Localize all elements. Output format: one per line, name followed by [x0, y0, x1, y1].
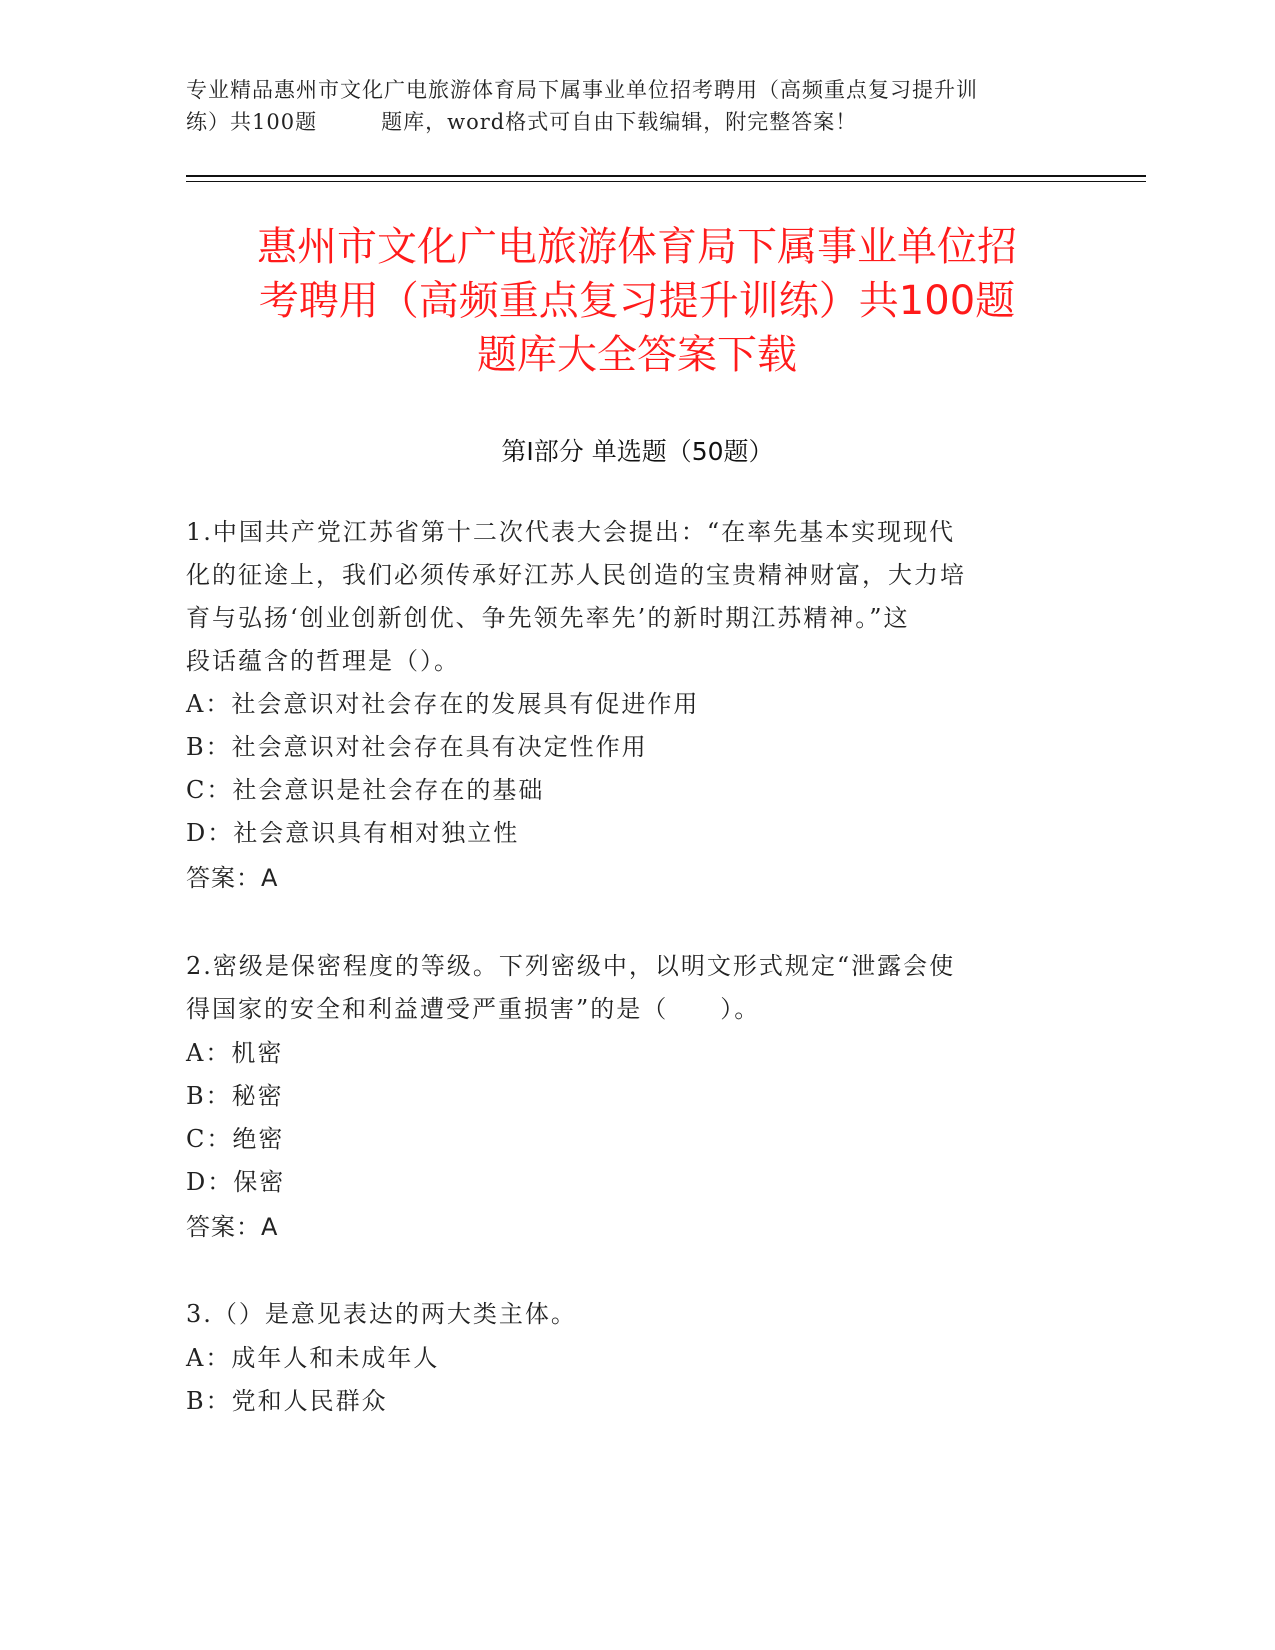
question-1-line-1: 1.中国共产党江苏省第十二次代表大会提出：“在率先基本实现现代	[186, 518, 956, 546]
header-rule-thin	[186, 181, 1146, 182]
question-1-line-3: 育与弘扬‘创业创新创优、争先领先率先’的新时期江苏精神。”这	[186, 604, 910, 632]
question-2-answer: 答案：A	[186, 1213, 279, 1241]
document-title	[160, 220, 1114, 382]
question-3-option-b: B：党和人民群众	[186, 1387, 388, 1415]
question-2-option-a: A：机密	[186, 1039, 284, 1067]
question-2-option-c: C：绝密	[186, 1125, 285, 1153]
title-line-2: 考聘用（高频重点复习提升训练）共100题	[258, 278, 1016, 324]
header-line-2-part-2: 题库，word格式可自由下载编辑，附完整答案！	[381, 110, 858, 134]
title-line-3: 题库大全答案下载	[477, 332, 797, 378]
question-1-option-d: D：社会意识具有相对独立性	[186, 819, 520, 847]
question-2-line-1: 2.密级是保密程度的等级。下列密级中，以明文形式规定“泄露会使	[186, 952, 956, 980]
question-3-option-a: A：成年人和未成年人	[186, 1344, 440, 1372]
title-line-1: 惠州市文化广电旅游体育局下属事业单位招	[257, 224, 1017, 270]
question-3-line-1: 3.（）是意见表达的两大类主体。	[186, 1300, 577, 1328]
question-1-line-2: 化的征途上，我们必须传承好江苏人民创造的宝贵精神财富，大力培	[186, 561, 966, 589]
question-2-option-d: D：保密	[186, 1168, 286, 1196]
question-1-option-c: C：社会意识是社会存在的基础	[186, 776, 545, 804]
question-1-line-4: 段话蕴含的哲理是（）。	[186, 647, 460, 675]
header-line-2	[186, 106, 1076, 136]
question-1-option-a: A：社会意识对社会存在的发展具有促进作用	[186, 690, 700, 718]
question-2-line-2: 得国家的安全和利益遭受严重损害”的是（ ）。	[186, 995, 761, 1023]
section-title: 第Ⅰ部分 单选题（50题）	[501, 437, 774, 466]
question-1-option-b: B：社会意识对社会存在具有决定性作用	[186, 733, 648, 761]
header-line-1: 专业精品惠州市文化广电旅游体育局下属事业单位招考聘用（高频重点复习提升训	[186, 78, 978, 102]
header-rule-thick	[186, 175, 1146, 177]
header-line-2-part-1: 练）共100题	[186, 110, 318, 134]
question-1-answer: 答案：A	[186, 864, 279, 892]
question-2-option-b: B：秘密	[186, 1082, 284, 1110]
